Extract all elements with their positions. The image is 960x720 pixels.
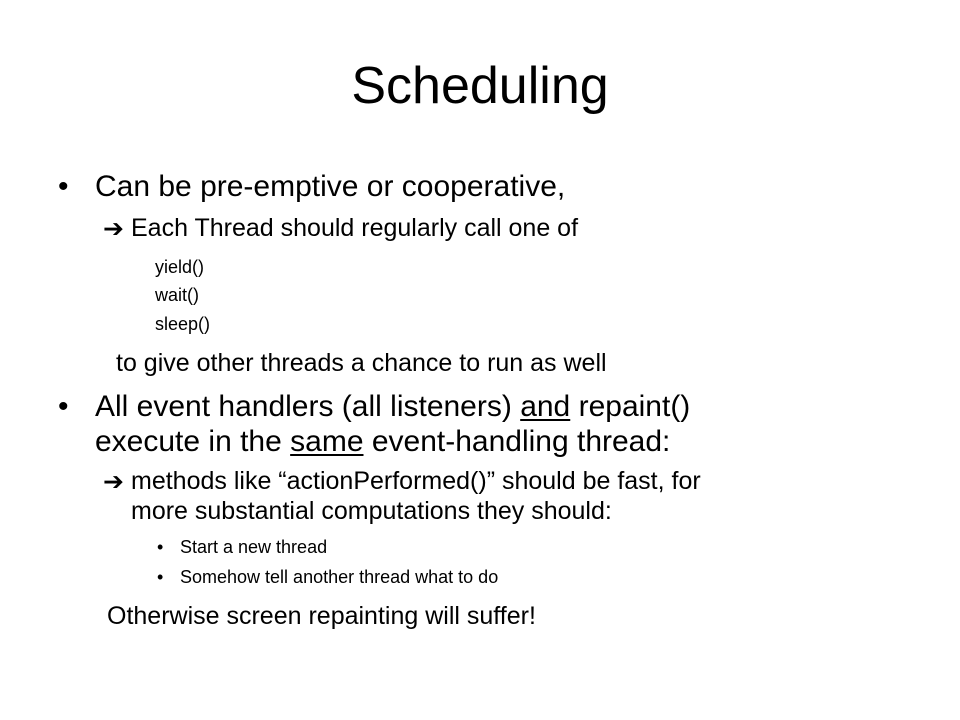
- slide-title: Scheduling: [351, 57, 609, 115]
- bullet-1-text: Can be pre-emptive or cooperative,: [95, 170, 566, 203]
- text-segment: All event handlers (all listeners): [95, 390, 521, 423]
- bullet-2-tail: Otherwise screen repainting will suffer!: [107, 602, 536, 630]
- sub-bullet-dot: •: [157, 567, 164, 587]
- bullet-2-line-2: [95, 427, 670, 457]
- bullet-1-sub: Each Thread should regularly call one of: [131, 214, 579, 242]
- underlined-and: and: [520, 390, 571, 423]
- bullet-2-sub-line-2: more substantial computations they should:: [131, 497, 612, 525]
- bullet-dot: •: [58, 390, 69, 423]
- bullet-2-line-1: [95, 392, 690, 422]
- bullet-1-tail: to give other threads a chance to run as well: [116, 349, 607, 377]
- call-yield: yield(): [155, 257, 205, 277]
- call-sleep: sleep(): [155, 314, 211, 334]
- bullet-2-sub-line-1: methods like “actionPerformed()” should be fast, for: [131, 467, 701, 495]
- call-wait: wait(): [155, 285, 199, 305]
- sub-item-start-thread: Start a new thread: [180, 537, 328, 557]
- underlined-same: same: [290, 425, 364, 458]
- arrow-icon: ➔: [103, 214, 124, 243]
- text-segment: execute in the: [95, 425, 291, 458]
- sub-bullet-dot: •: [157, 537, 164, 557]
- bullet-dot: •: [58, 170, 69, 203]
- text-segment: repaint(): [570, 390, 691, 423]
- text-segment: event-handling thread:: [363, 425, 671, 458]
- sub-item-tell-thread: Somehow tell another thread what to do: [180, 567, 499, 587]
- arrow-icon: ➔: [103, 467, 124, 496]
